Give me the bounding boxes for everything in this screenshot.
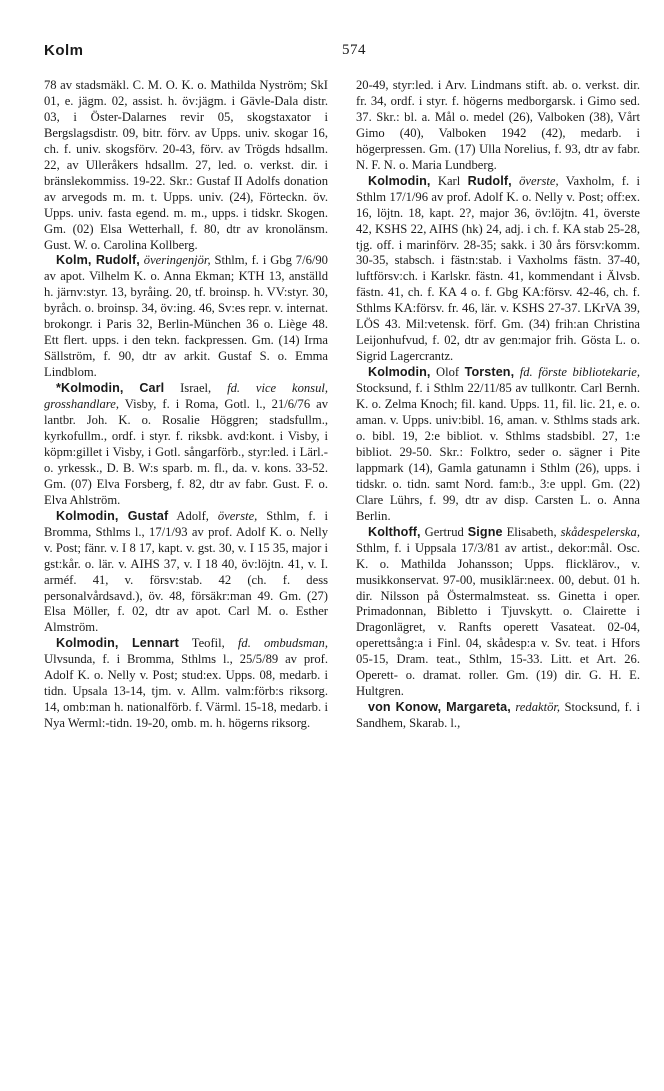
entry-text: 20-49, styr:led. i Arv. Lindmans stift. ab. o. verkst. dir. fr. 34, ordf. i styr. f. högerns medborgarsk. i Gimo sed. 37. Skr.: bl. a. Mål o. medel (26), Valboken (38), Vårt Gimo (40), Valboken 1942 (42), medarb. i högerpressen. Gm. (17) Ulla Norelius, f. 93, dtr av fabr. N. F. N. o. Maria Lundberg. xyxy=(356,78,640,172)
entry-continuation xyxy=(356,78,640,174)
entry-title: överste, xyxy=(217,508,258,523)
entry-title: fd. ombudsman, xyxy=(237,636,328,651)
entry-kolmodin-rudolf xyxy=(356,174,640,365)
entry-title: redaktör, xyxy=(515,700,561,715)
entry-headword: *Kolmodin, xyxy=(56,381,124,396)
entry-headword: Kolmodin, xyxy=(368,365,431,380)
entry-von-konow-margareta xyxy=(356,700,640,732)
entry-kolthoff-signe xyxy=(356,525,640,700)
entry-text: Sthlm, f. i Bromma, Sthlms l., 17/1/93 av prof. Adolf K. o. Nelly v. Post; fänr. v. I 8 17, kapt. v. gst. 30, v. I 15 35, major i gst:kår. o. lär. v. AIHS 37, v. I 18 40, öv:löjtn. 41, v. I. arméf. 41, v. försv:stab. 42 (ch. f. dess personalvårdsavd.), öv. 48, försäkr:man 49. Gm. (27) Elsa Möller, f. 02, dtr av apot. Carl M. o. Esther Almström. xyxy=(44,508,328,635)
entry-other-names: Gertrud xyxy=(424,524,464,539)
running-head-surname: Kolm xyxy=(44,42,84,59)
entry-text: 78 av stadsmäkl. C. M. O. K. o. Mathilda Nyström; SkI 01, e. jägm. 02, assist. h. öv:jägm. i Gävle-Dala distr. 03, i Öster-Dalarnes revir 05, skogstaxator i Bergslagsdistr. 09, bitr. förv. av Upps. univ. skogar 16, ch. f. univ. skogsförv. 20-43, förv. av Trögds hdsallm. 22, av Ulleråkers hdsallm. 27, led. o. verkst. dir. i bränslekommiss. 19-22. Skr.: Gustaf II Adolfs donation av arvegods m. m. t. Upps. univ. (24), Förteckn. öv. Upps. univ. fasta egend. m. m., upps. i tidskr. Skogen. Gm. (02) Elsa Wetterhall, f. 80, dtr av kronolänsm. Gust. W. o. Carolina Kollberg. xyxy=(44,78,328,252)
entry-title: överingenjör, xyxy=(143,253,211,268)
entry-headword: von Konow, Margareta, xyxy=(368,700,511,715)
page-header xyxy=(44,42,638,64)
entry-text: Vaxholm, f. i Sthlm 17/1/96 av prof. Adolf K. o. Nelly v. Post; off:ex. 16, löjtn. 18, kapt. 2?, major 36, öv:löjtn. 41, överste 42, KSHS 22, AIHS (hk) 24, adj. i ch. f. KA stab 25-28, tjg. off. i marinförv. 28-35; sakk. i 30 års försv:komm. 30-35, stabsch. i fästn:stab. i Vaxholms fästn. 37-40, luftförsv:ch. i Karlskr. fästn. 41, kommendant i Älvsb. fästn. 41, ch. f. KA 4 o. f. Gbg KA:försv. 42-46, ch. f. Sthlms KA:försv. fr. 46, lär. v. KSHS 27-37. LKrVA 39, LÖS 43. Mil:vetensk. förf. Gm. (34) frih:an Christina Leijonhufvud, f. 02, dtr av gen:major frih. Gösta L. o. Sigrid Lagercrantz. xyxy=(356,173,641,364)
entry-text: Visby, f. i Roma, Gotl. l., 21/6/76 av lantbr. Joh. K. o. Rosalie Höggren; stadsfullm., kyrkofullm., ordf. i styr. f. riksbk. avd:kont. i Visby, i köpm:gillet i Visby, i Gotl. sångarförb., styr:led. i Lärl.- o. yrkessk., D. B. W:s sparb. m. fl., da. v. kons. 33-52. Gm. (07) Elva Forsberg, f. 82, dtr av fabr. Gust. F. o. Elva Ahlström. xyxy=(44,397,328,507)
entry-other-names: Karl xyxy=(437,173,461,188)
entry-title: skådespelerska, xyxy=(560,524,640,539)
entry-text: Stocksund, f. i Sthlm 22/11/85 av tullkontr. Carl Bernh. K. o. Zelma Knoch; fil. kand. Upps. 11, fil. lic. 21, e. o. aman. v. Upps. univ:bibl. 16, aman. v. Sthlms stads ark. o. bibl. 19, 2:e bibliot. v. Sthlms stadsbibl. 27, 1:e bibliot. 29-50. Skr.: Folktro, seder o. sägner i Pite lappmark (14), Gamla gatunamn i Sthlm (26), upps. i tidskr. o. tidn. samt Nord. fam:b., 3:e uppl. Gm. (22) Clare Lührs, f. 99, dtr av disp. Carsten L. o. Anna Berlin. xyxy=(356,381,640,523)
entry-headword: Kolthoff, xyxy=(368,524,421,539)
entry-headword: Kolmodin, Lennart xyxy=(56,636,179,651)
entry-given-name: Signe xyxy=(467,524,503,539)
entry-text: Sthlm, f. i Gbg 7/6/90 av apot. Vilhelm K. o. Anna Ekman; KTH 13, anställd h. järnv:styr. 13, byråing. 20, tf. broinsp. h. VV:styr. 30, byråch. o. broinsp. 34, öv:ing. 46, Sv:es repr. v. internat. brokongr. i Paris 32, Berlin-München 36 o. Liège 48. Ett flert. upps. i den tekn. fackpressen. Gm. (14) Irma Sällström, f. 90, dtr av arkit. Gustaf S. o. Emma Lindblom. xyxy=(44,253,328,380)
entry-kolmodin-lennart xyxy=(44,636,328,732)
entry-other-names: Adolf, xyxy=(176,508,209,523)
entry-given-name: Torsten, xyxy=(464,365,515,380)
entry-other-names: Olof xyxy=(436,365,460,380)
entry-kolmodin-gustaf xyxy=(44,509,328,637)
entry-text: Stocksund, f. i Sandhem, Skarab. l., xyxy=(356,700,640,731)
entry-headword: Kolmodin, xyxy=(368,173,431,188)
entry-title: fd. förste bibliotekarie, xyxy=(519,365,640,380)
page-number: 574 xyxy=(342,42,366,58)
right-column xyxy=(356,78,640,732)
entry-text: Ulvsunda, f. i Bromma, Sthlms l., 25/5/89 av prof. Adolf K. o. Nelly v. Post; stud:ex. Upps. 08, medarb. i tidn. Upsala 13-14, tjm. v. Allm. valm:förb:s riksorg. 14, omb:man h. nationalförb. f. Värml. 15-18, medarb. i Nya Werml:-tidn. 19-20, omb. m. h. högerns riksorg. xyxy=(44,652,328,731)
entry-text: Sthlm, f. i Uppsala 17/3/81 av artist., dekor:mål. Osc. K. o. Mathilda Johansson; Upps. flicklärov., v. musikkonservat. 97-00, musiklär:neex. 00, debut. 01 h. dir. Nilsson på Östermalmsteat. ss. Ginetta i oper. Primadonnan, Bibletto i Tjuvskytt. o. Clairette i Dragonlägret, v. Ranfts operett Vasateat. 02-04, operettsång:a i Finl. 04, skådesp:a v. Sv. teat. i Hfors 05-15, Dram. teat., Sthlm, 15-33. Litt. et Art. 26. Operett- o. dramat. roller. Gm. (19) dir. G. H. E. Hultgren. xyxy=(356,540,640,699)
entry-kolm-rudolf xyxy=(44,253,328,381)
entry-kolmodin-torsten xyxy=(356,365,640,525)
entry-headword: Kolm, Rudolf, xyxy=(56,253,140,268)
entry-headword: Kolmodin, Gustaf xyxy=(56,508,169,523)
left-column xyxy=(44,78,328,732)
entry-kolmodin-carl xyxy=(44,381,328,509)
entry-given-name: Carl xyxy=(139,381,165,396)
entry-other-names: Teofil, xyxy=(191,636,225,651)
entry-other-names: Elisabeth, xyxy=(506,524,557,539)
entry-title: fd. vice konsul, grosshandlare, xyxy=(44,381,329,412)
entry-title: överste, xyxy=(519,173,559,188)
entry-continuation xyxy=(44,78,328,253)
entry-other-names: Israel, xyxy=(180,381,212,396)
entry-given-name: Rudolf, xyxy=(467,173,512,188)
